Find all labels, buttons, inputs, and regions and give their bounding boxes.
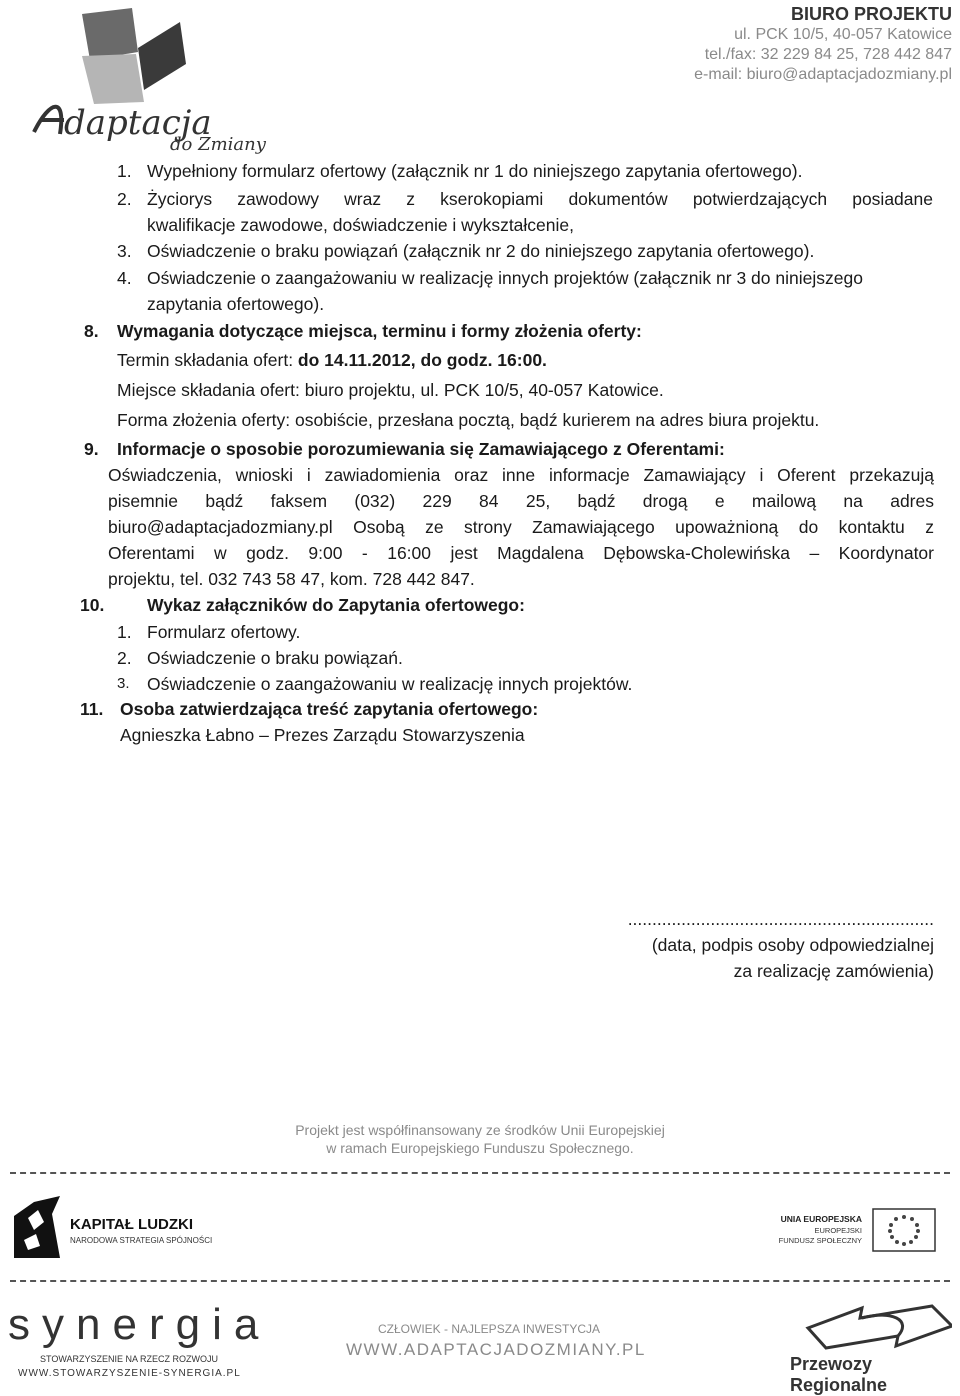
list-item: Oświadczenie o braku powiązań. [147, 648, 403, 668]
paragraph-line: biuro@adaptacjadozmiany.pl Osobą ze strony Zamawiającego upoważnioną do kontaktu z [108, 517, 934, 537]
list-number: 1. [117, 161, 132, 181]
list-number: 1. [117, 622, 132, 642]
deadline-line [117, 347, 547, 373]
cofinance-note: Projekt jest współfinansowany ze środków Unii Europejskiej [295, 1122, 665, 1138]
kapital-ludzki-logo-icon [14, 1196, 60, 1258]
svg-text:do Zmiany: do Zmiany [170, 134, 266, 155]
synergia-logo: synergia [8, 1300, 271, 1349]
deadline-value: do 14.11.2012, do godz. 16:00. [297, 350, 547, 370]
form-line: Forma złożenia oferty: osobiście, przesłana pocztą, bądź kurierem na adres biura projektu. [117, 410, 820, 430]
list-item: Wypełniony formularz ofertowy (załącznik nr 1 do niniejszego zapytania ofertowego). [147, 161, 803, 181]
project-website: WWW.ADAPTACJADOZMIANY.PL [346, 1340, 646, 1359]
list-item-continuation: kwalifikacje zawodowe, doświadczenie i wykształcenie, [147, 215, 574, 235]
list-number: 2. [117, 648, 132, 668]
list-number: 2. [117, 189, 132, 209]
office-address: ul. PCK 10/5, 40-057 Katowice [734, 26, 952, 43]
kl-subtitle: NARODOWA STRATEGIA SPÓJNOŚCI [70, 1236, 213, 1245]
paragraph-line: Oferentami w godz. 9:00 - 16:00 jest Magdalena Dębowska-Cholewińska – Koordynator [108, 543, 934, 563]
section-heading: Osoba zatwierdzająca treść zapytania ofertowego: [120, 699, 539, 719]
section-number: 10. [80, 595, 105, 615]
deadline-label: Termin składania ofert: [117, 350, 298, 370]
adaptacja-logo [20, 4, 270, 164]
footer-divider [10, 1280, 950, 1282]
signature-caption: za realizację zamówienia) [733, 961, 934, 981]
approver-name: Agnieszka Łabno – Prezes Zarządu Stowarzyszenia [120, 725, 525, 745]
office-title: BIURO PROJEKTU [790, 4, 952, 24]
office-email: e-mail: biuro@adaptacjadozmiany.pl [694, 66, 952, 83]
list-number: 3. [117, 675, 130, 692]
cofinance-note: w ramach Europejskiego Funduszu Społecznego. [326, 1140, 634, 1156]
list-number: 4. [117, 268, 132, 288]
ue-title: UNIA EUROPEJSKA [780, 1214, 862, 1224]
slogan: CZŁOWIEK - NAJLEPSZA INWESTYCJA [378, 1322, 601, 1336]
przewozy-regionalne-logo: Przewozy Regionalne [790, 1354, 888, 1395]
section-heading: Wymagania dotyczące miejsca, terminu i formy złożenia oferty: [117, 321, 642, 341]
synergia-subtitle: STOWARZYSZENIE NA RZECZ ROZWOJU [40, 1354, 219, 1364]
kl-title: KAPITAŁ LUDZKI [70, 1216, 194, 1233]
paragraph-line: pisemnie bądź faksem (032) 229 84 25, bądź drogą e mailową na adres [108, 491, 934, 511]
ue-subtitle: EUROPEJSKI [814, 1226, 862, 1235]
section-number: 8. [84, 321, 99, 341]
list-item: Oświadczenie o zaangażowaniu w realizację innych projektów. [147, 674, 633, 694]
office-phone: tel./fax: 32 229 84 25, 728 442 847 [704, 46, 952, 63]
paragraph-line: projektu, tel. 032 743 58 47, kom. 728 442 847. [108, 569, 475, 589]
eu-flag-icon [872, 1208, 936, 1252]
signature-caption: (data, podpis osoby odpowiedzialnej [651, 935, 934, 955]
paragraph-line: Oświadczenia, wnioski i zawiadomienia oraz inne informacje Zamawiający i Oferent przekazują [108, 465, 934, 485]
section-number: 9. [84, 439, 99, 459]
list-number: 3. [117, 241, 132, 261]
signature-dots: ............................................................... [627, 909, 934, 929]
przewozy-regionalne-logo-icon [802, 1300, 952, 1356]
section-heading: Informacje o sposobie porozumiewania się Zamawiającego z Oferentami: [117, 439, 725, 459]
ue-subtitle: FUNDUSZ SPOŁECZNY [778, 1236, 862, 1245]
place-line: Miejsce składania ofert: biuro projektu, ul. PCK 10/5, 40-057 Katowice. [117, 380, 664, 400]
footer-divider [10, 1172, 950, 1174]
list-item: Formularz ofertowy. [147, 622, 301, 642]
list-item: Oświadczenie o braku powiązań (załącznik nr 2 do niniejszego zapytania ofertowego). [147, 241, 815, 261]
svg-text:daptacja: daptacja [64, 103, 212, 143]
list-item: Życiorys zawodowy wraz z kserokopiami dokumentów potwierdzających posiadane [147, 189, 933, 209]
list-item-continuation: zapytania ofertowego). [147, 294, 325, 314]
list-item: Oświadczenie o zaangażowaniu w realizację innych projektów (załącznik nr 3 do niniejszego [147, 268, 863, 288]
synergia-url: WWW.STOWARZYSZENIE-SYNERGIA.PL [18, 1368, 241, 1379]
section-number: 11. [80, 699, 104, 719]
section-heading: Wykaz załączników do Zapytania ofertowego: [147, 595, 525, 615]
